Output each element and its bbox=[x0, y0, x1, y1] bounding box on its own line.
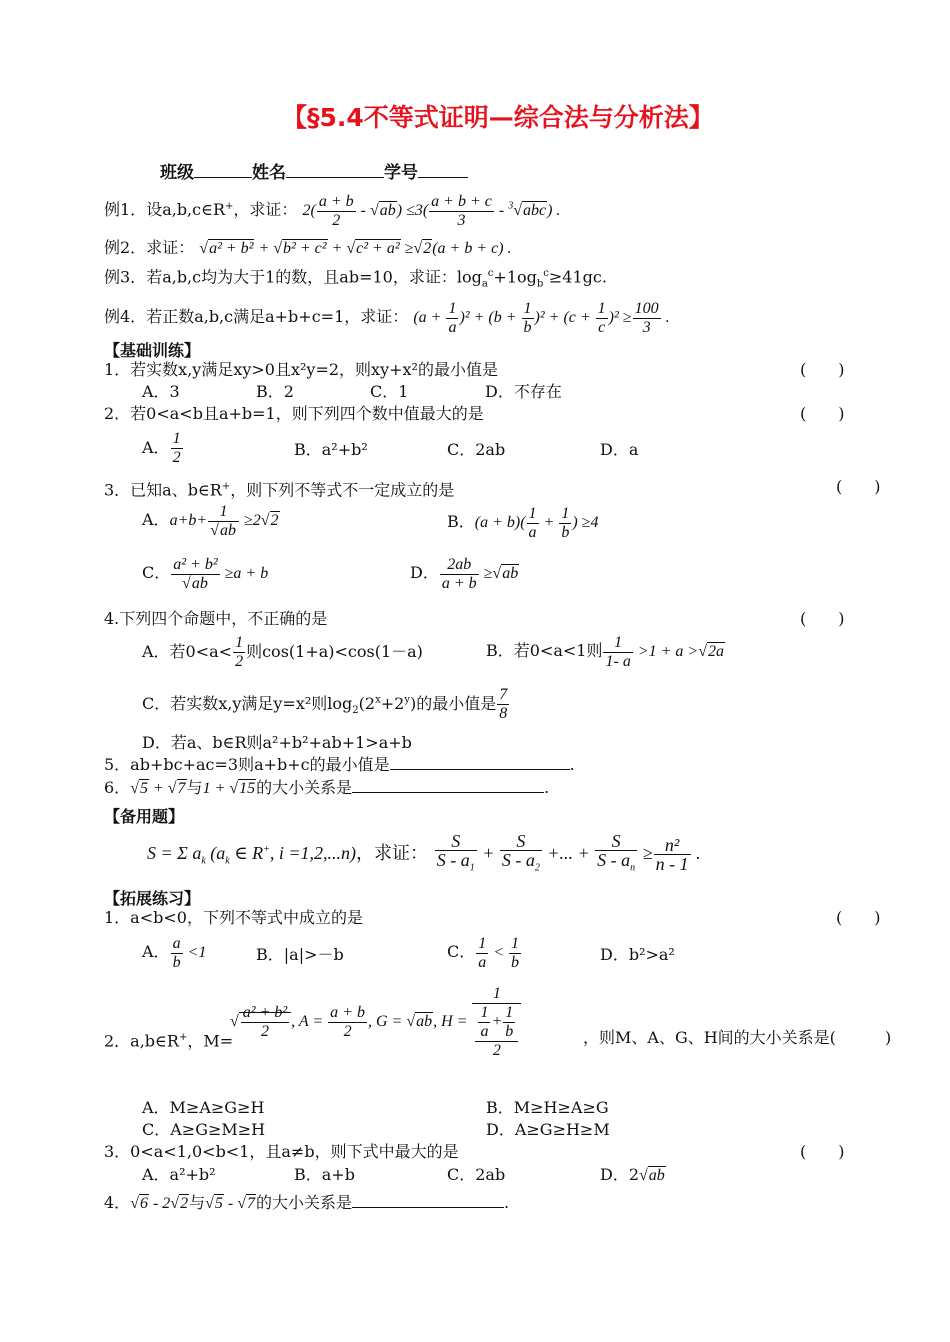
option-c: C．2ab bbox=[447, 440, 506, 459]
extend-q2-formula: √ $\frac{\text{a² + b²}}{2}$ , A = $\frac{a + b}{2}$ , G = √ab, H = 1 $\frac{1}{a}$ + $\frac{1}{b}$ 2 bbox=[230, 985, 522, 1060]
id-blank[interactable] bbox=[418, 161, 468, 178]
option-c: C． $\frac{\text{a² + b²}}{√ab}$ ≥a + b bbox=[142, 556, 269, 592]
option-c: C．2ab bbox=[447, 1165, 506, 1184]
student-info-header bbox=[160, 158, 468, 183]
extend-q4: 4．√6 - 2√2与√5 - √7的大小关系是 . bbox=[104, 1193, 510, 1212]
answer-blank[interactable] bbox=[390, 755, 570, 770]
name-label: 姓名 bbox=[252, 163, 286, 183]
option-d: D．不存在 bbox=[485, 382, 562, 401]
option-d: D．2√ab bbox=[600, 1165, 665, 1184]
option-b: B．a²+b² bbox=[294, 440, 368, 459]
basic-q4: 4.下列四个命题中，不正确的是 bbox=[104, 609, 328, 628]
basic-q6: 6．√5 + √7与1 + √15的大小关系是 . bbox=[104, 778, 550, 797]
extend-q1: 1．a<b<0，下列不等式中成立的是 bbox=[104, 908, 363, 927]
class-blank[interactable] bbox=[194, 161, 252, 178]
answer-paren[interactable]: ( ) bbox=[800, 360, 845, 379]
option-a: A．M≥A≥G≥H bbox=[142, 1098, 265, 1117]
answer-paren[interactable]: ( ) bbox=[800, 404, 845, 423]
option-a: A．a²+b² bbox=[142, 1165, 216, 1184]
backup-problem: S = Σ $a_k$ ($a_k$ ∈ R+, i =1,2,...n)，求证： $\frac{S}{S - a_1}$ + $\frac{S}{S - a_2}$ +... + $\frac{S}{S - a_n}$ ≥ $\frac{\text{n²}}{n - 1}$ . bbox=[147, 831, 701, 875]
answer-blank[interactable] bbox=[352, 1193, 504, 1208]
answer-paren[interactable]: ( ) bbox=[836, 477, 881, 496]
name-blank[interactable] bbox=[286, 161, 384, 178]
id-label: 学号 bbox=[384, 163, 418, 183]
option-a: A．3 bbox=[142, 382, 180, 401]
option-a: A． $\frac{1}{2}$ bbox=[142, 430, 181, 466]
option-b: B．|a|>－b bbox=[256, 945, 344, 964]
section-basic-training: 【基础训练】 bbox=[104, 341, 201, 360]
extend-q2: 2．a,b∈R+，M= bbox=[104, 1031, 234, 1051]
option-b: B．2 bbox=[256, 382, 294, 401]
answer-paren[interactable]: ) bbox=[885, 1028, 892, 1047]
example-2: 例2．求证： √a² + b² + √b² + c² + √c² + a² ≥√2(a + b + c) . bbox=[104, 238, 512, 257]
option-d: D．A≥G≥H≥M bbox=[486, 1120, 610, 1139]
option-a: A．若0<a< $\frac{1}{2}$ 则cos(1+a)<cos(1－a) bbox=[142, 634, 423, 670]
option-d: D． $\frac{2ab}{a + b}$ ≥√ab bbox=[410, 556, 519, 592]
extend-q2-tail: ，则M、A、G、H间的大小关系是( bbox=[583, 1028, 836, 1047]
example-1-formula: 2( $\frac{a + b}{2}$ - √ab) ≤3( $\frac{a + b + c}{3}$ - $^3$√abc) . bbox=[302, 193, 561, 229]
basic-q3: 3．已知a、b∈R+，则下列不等式不一定成立的是 bbox=[104, 480, 455, 500]
option-c: C．若实数x,y满足y=x²则$\log_2(2^x+2^y)$的最小值是 $\frac{7}{8}$ bbox=[142, 686, 508, 722]
section-extension: 【拓展练习】 bbox=[104, 889, 201, 908]
page-title: 【§5.4不等式证明—综合法与分析法】 bbox=[282, 103, 714, 132]
section-backup: 【备用题】 bbox=[104, 807, 185, 826]
example-1: 例1．设a,b,c∈R+，求证： 2( $\frac{a + b}{2}$ - √ab) ≤3( $\frac{a + b + c}{3}$ - $^3$√abc) . bbox=[104, 193, 561, 229]
option-b: B．若0<a<1则 $\frac{1}{1- a}$ >1 + a >√2a bbox=[486, 634, 724, 670]
option-b: B．a+b bbox=[294, 1165, 355, 1184]
answer-blank[interactable] bbox=[352, 778, 544, 793]
option-a: A．a+b+ $\frac{1}{√ab}$ ≥2√2 bbox=[142, 503, 279, 539]
answer-paren[interactable]: ( ) bbox=[800, 609, 845, 628]
basic-q5: 5．ab+bc+ac=3则a+b+c的最小值是 . bbox=[104, 755, 575, 774]
basic-q1: 1．若实数x,y满足xy>0且x²y=2，则xy+x²的最小值是 bbox=[104, 360, 498, 379]
extend-q3: 3．0<a<1,0<b<1，且a≠b，则下式中最大的是 bbox=[104, 1142, 459, 1161]
example-4-formula: (a + $\frac{1}{a}$ )² + (b + $\frac{1}{b}$ )² + (c + $\frac{1}{c}$ )² ≥ $\frac{100}{3}$ . bbox=[413, 300, 670, 336]
answer-paren[interactable]: ( ) bbox=[836, 908, 881, 927]
option-b: B．(a + b)( $\frac{1}{a}$ + $\frac{1}{b}$ ) ≥4 bbox=[447, 505, 599, 541]
option-c: C． $\frac{1}{a}$ < $\frac{1}{b}$ bbox=[447, 935, 520, 971]
option-c: C．A≥G≥M≥H bbox=[142, 1120, 266, 1139]
option-d: D．a bbox=[600, 440, 639, 459]
class-label: 班级 bbox=[160, 163, 194, 183]
example-4: 例4．若正数a,b,c满足a+b+c=1，求证： (a + $\frac{1}{a}$ )² + (b + $\frac{1}{b}$ )² + (c + $\frac{1}{c}$ )² ≥ $\frac{100}{3}$ . bbox=[104, 300, 670, 336]
example-3: 例3．若a,b,c均为大于1的数，且ab=10，求证：$\log_a^c+1og_b^c\ge 41gc$. bbox=[104, 267, 607, 290]
option-d: D．b²>a² bbox=[600, 945, 675, 964]
option-d: D．若a、b∈R则a²+b²+ab+1>a+b bbox=[142, 733, 412, 752]
basic-q2: 2．若0<a<b且a+b=1，则下列四个数中值最大的是 bbox=[104, 404, 484, 423]
example-2-formula: √a² + b² + √b² + c² + √c² + a² ≥√2(a + b + c) . bbox=[199, 240, 512, 257]
option-b: B．M≥H≥A≥G bbox=[486, 1098, 609, 1117]
answer-paren[interactable]: ( ) bbox=[800, 1142, 845, 1161]
option-c: C．1 bbox=[370, 382, 409, 401]
option-a: A． $\frac{a}{b}$ <1 bbox=[142, 935, 207, 971]
